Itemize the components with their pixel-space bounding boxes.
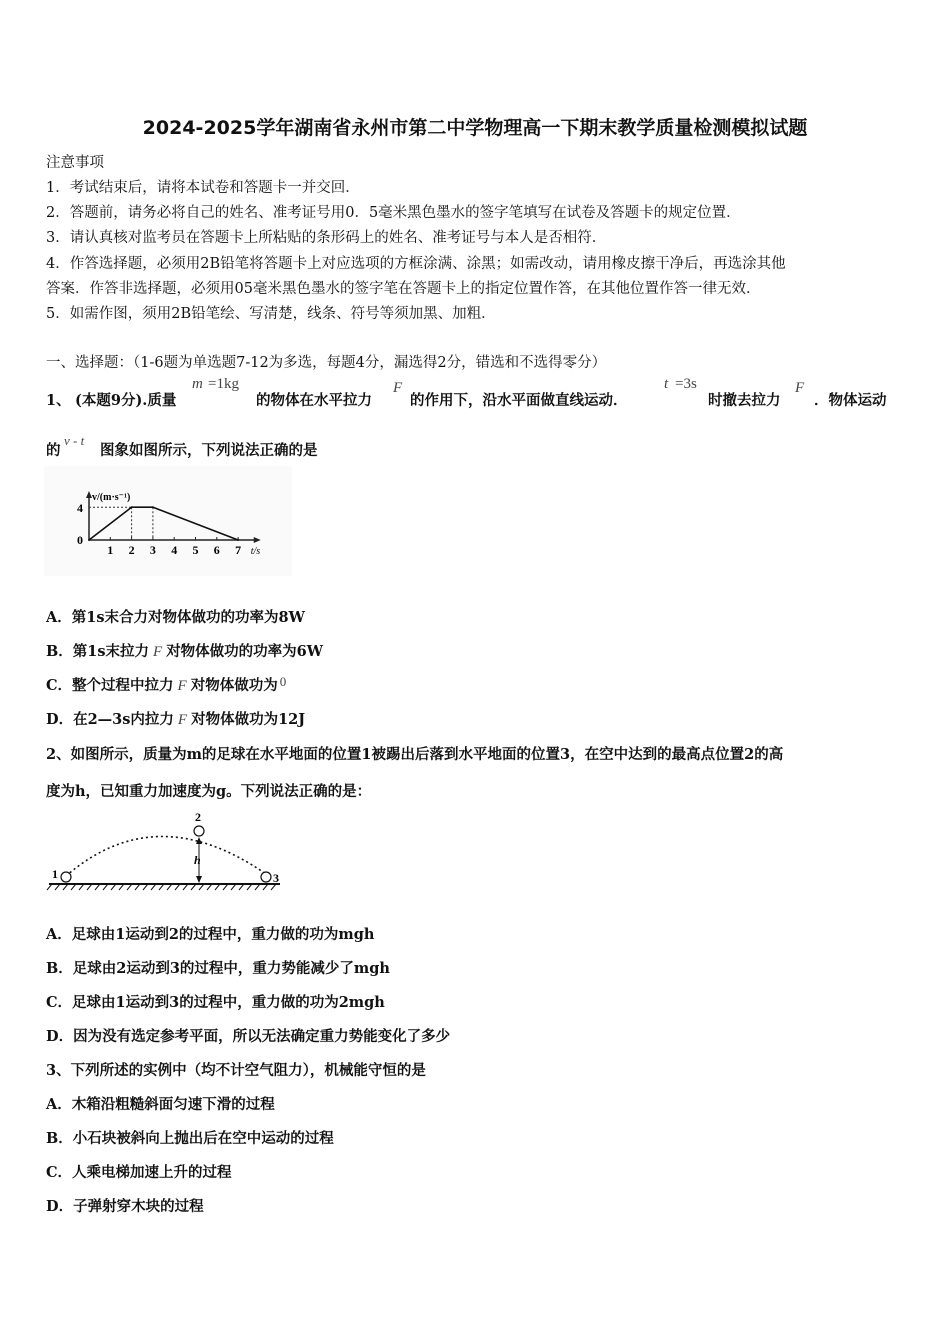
- q1-force-var-2: F: [795, 380, 805, 396]
- velocity-point: [237, 539, 239, 541]
- chart-background: [44, 466, 292, 576]
- x-tick-label: 2: [128, 543, 135, 557]
- ball-position-1: [61, 872, 71, 882]
- q1-force-var: F: [393, 380, 403, 396]
- q1-text-part2: 的物体在水平拉力: [256, 392, 372, 409]
- x-tick-label: 7: [235, 543, 242, 557]
- velocity-point: [152, 506, 154, 508]
- q1-vt-symbol: v - t: [64, 433, 85, 448]
- trajectory-path: [66, 836, 266, 876]
- origin-label: 0: [77, 533, 83, 547]
- q1-option-c[interactable]: [46, 674, 286, 695]
- q2-option-b[interactable]: B．足球由2运动到3的过程中，重力势能减少了mgh: [46, 960, 390, 977]
- q1-option-d[interactable]: [46, 708, 305, 729]
- q3-stem: 3、下列所述的实例中（均不计空气阻力），机械能守恒的是: [46, 1062, 426, 1079]
- q1-time-value: =3s: [675, 376, 697, 392]
- notice-heading: 注意事项: [46, 155, 104, 171]
- page-title: 2024-2025学年湖南省永州市第二中学物理高一下期末教学质量检测模拟试题: [142, 117, 808, 139]
- notice-item-3: 3．请认真核对监考员在答题卡上所粘贴的条形码上的姓名、准考证号与本人是否相符．: [46, 230, 607, 246]
- q2-stem-line1: 2、如图所示，质量为m的足球在水平地面的位置1被踢出后落到水平地面的位置3，在空中达到的最高点位置2的高: [46, 746, 784, 763]
- q1-text-part4: 时撤去拉力: [708, 392, 781, 409]
- q2-option-c[interactable]: C．足球由1运动到3的过程中，重力做的功为2mgh: [46, 994, 385, 1011]
- q1-mass-value: =1kg: [208, 376, 239, 392]
- velocity-point: [131, 506, 133, 508]
- label-height: h: [194, 853, 201, 867]
- q2-stem-line2: 度为h，已知重力加速度为g。下列说法正确的是：: [46, 783, 372, 800]
- q1-text-line2b: 图象如图所示，下列说法正确的是: [100, 442, 318, 459]
- q2-option-a[interactable]: A．足球由1运动到2的过程中，重力做的功为mgh: [46, 926, 375, 943]
- x-tick-label: 3: [149, 543, 156, 557]
- q1-text-part3: 的作用下，沿水平面做直线运动．: [410, 392, 628, 409]
- x-tick-label: 6: [213, 543, 220, 557]
- label-position-1: 1: [52, 867, 58, 881]
- notice-item-4: 4．作答选择题，必须用2B铅笔将答题卡上对应选项的方框涂满、涂黑；如需改动，请用橡皮擦干净后，再选涂其他: [46, 256, 786, 272]
- q1-option-b-text1: B．第1s末拉力: [46, 643, 150, 660]
- q1-text-part5: ．物体运动: [814, 392, 887, 409]
- section-heading: 一、选择题：（1-6题为单选题7-12为多选，每题4分，漏选得2分，错选和不选得零分）: [46, 355, 607, 371]
- x-tick-label: 5: [192, 543, 199, 557]
- label-position-2: 2: [195, 810, 201, 824]
- q1-option-b-force: F: [153, 644, 163, 660]
- q2-option-d[interactable]: D．因为没有选定参考平面，所以无法确定重力势能变化了多少: [46, 1028, 451, 1045]
- q1-number: 1、: [46, 392, 71, 409]
- ball-position-3: [261, 872, 271, 882]
- label-position-3: 3: [273, 871, 279, 885]
- notice-item-4-cont: 答案．作答非选择题，必须用05毫米黑色墨水的签字笔在答题卡上的指定位置作答，在其他位置作答一律无效．: [46, 281, 761, 297]
- q1-option-a[interactable]: A．第1s末合力对物体做功的功率为8W: [46, 609, 305, 626]
- q1-option-c-zero: 0: [279, 674, 287, 689]
- velocity-point: [88, 539, 90, 541]
- q3-option-c[interactable]: C．人乘电梯加速上升的过程: [46, 1164, 232, 1181]
- x-axis-label: t/s: [250, 546, 261, 557]
- q1-option-d-text1: D．在2—3s内拉力: [46, 711, 174, 728]
- q1-option-c-text1: C．整个过程中拉力: [46, 677, 174, 694]
- notice-item-5: 5．如需作图，须用2B铅笔绘、写清楚，线条、符号等须加黑、加粗．: [46, 306, 496, 322]
- q3-option-a[interactable]: A．木箱沿粗糙斜面匀速下滑的过程: [46, 1096, 275, 1113]
- q1-option-c-force: F: [177, 678, 187, 694]
- q1-option-b-text2: 对物体做功的功率为6W: [166, 643, 324, 660]
- vt-chart: [44, 466, 292, 576]
- q1-time-var: t: [664, 376, 669, 392]
- q1-mass-var: m: [192, 376, 203, 392]
- q1-option-d-text2: 对物体做功为12J: [191, 711, 306, 728]
- q1-option-d-force: F: [177, 712, 188, 728]
- x-tick-label: 4: [171, 543, 178, 557]
- x-tick-label: 1: [107, 543, 114, 557]
- ball-position-2: [194, 826, 204, 836]
- notice-item-2: 2．答题前，请务必将自己的姓名、准考证号用0．5毫米黑色墨水的签字笔填写在试卷及答题卡的规定位置．: [46, 205, 741, 221]
- q1-option-b[interactable]: [46, 640, 323, 661]
- notice-item-1: 1．考试结束后，请将本试卷和答题卡一并交回．: [46, 180, 360, 196]
- football-trajectory-figure: [44, 808, 284, 894]
- height-arrow-down: [196, 876, 202, 883]
- y-tick-label: 4: [77, 501, 83, 516]
- q1-option-c-text2: 对物体做功为: [190, 677, 278, 694]
- y-axis-label: v/(m·s⁻¹): [92, 492, 131, 503]
- q1-text-part1: (本题9分).质量: [75, 392, 177, 409]
- q1-text-line2a: 的: [46, 442, 61, 459]
- q3-option-b[interactable]: B．小石块被斜向上抛出后在空中运动的过程: [46, 1130, 334, 1147]
- q3-option-d[interactable]: D．子弹射穿木块的过程: [46, 1198, 204, 1215]
